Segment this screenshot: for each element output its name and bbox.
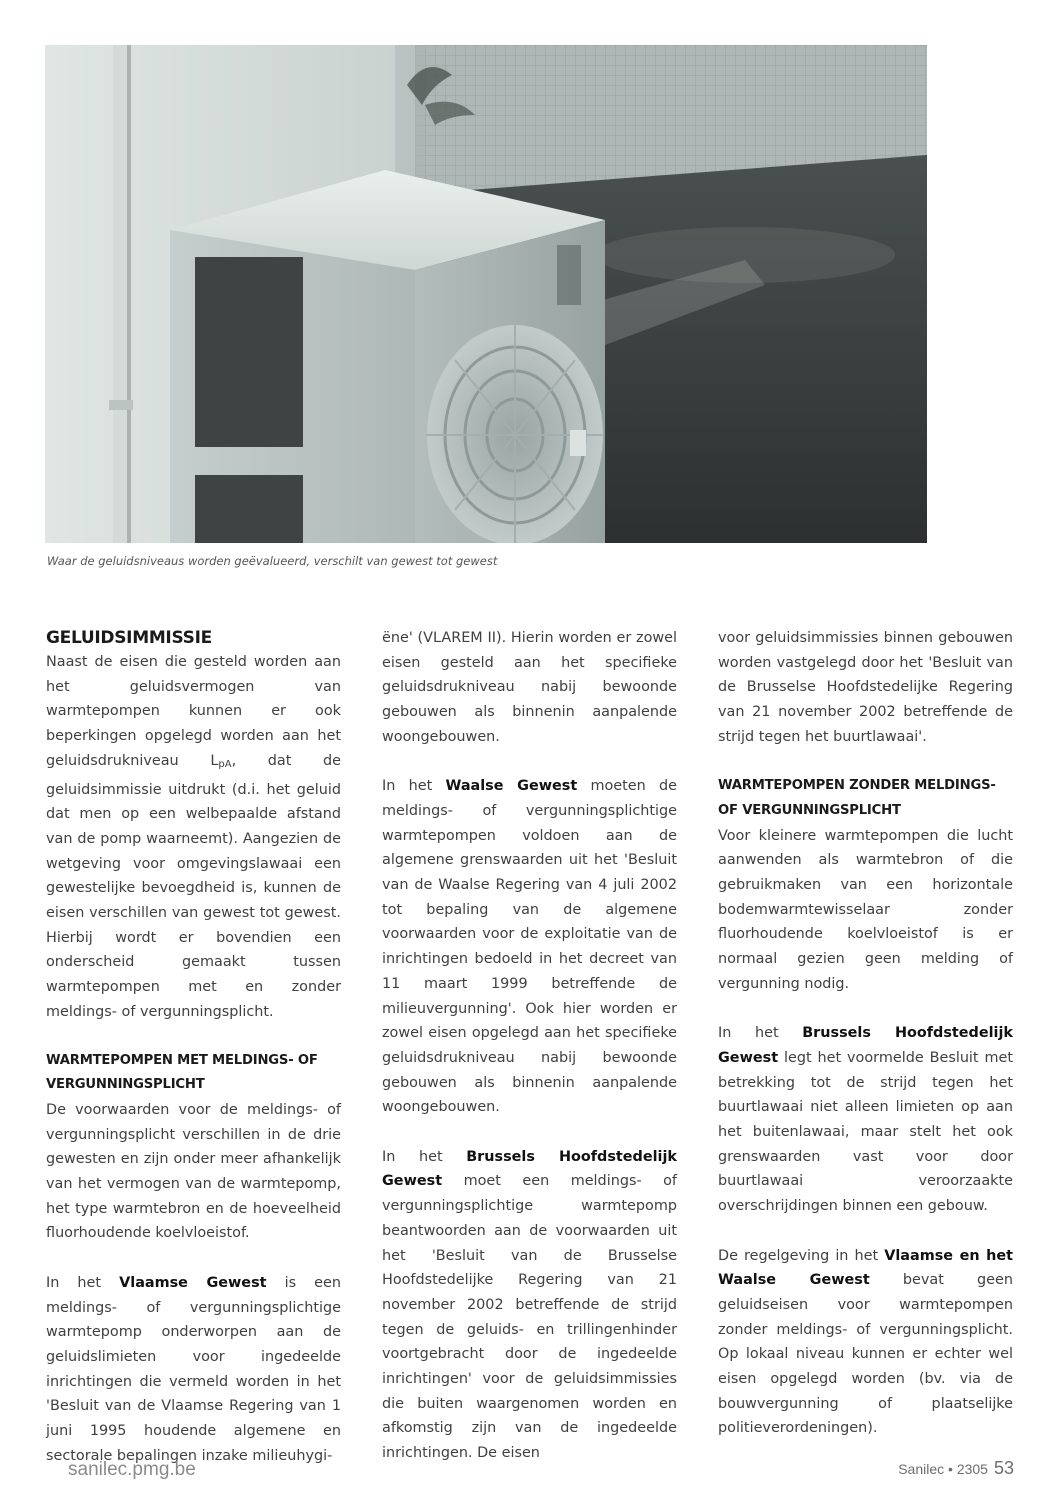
paragraph <box>46 1271 341 1469</box>
symbol-subscript: pA <box>218 758 232 770</box>
paragraph-text: legt het voormelde Besluit met betrekking tot de strijd tegen het buurtlawaai niet alleen limieten op aan het buitenlawaai, maar stelt het ook grenswaarden vast voor door buurtlawaai veroorzaakte overschrijdingen binnen een gebouw. <box>718 1049 1013 1215</box>
photo-caption: Waar de geluidsniveaus worden geëvalueerd, verschilt van gewest tot gewest <box>47 554 498 568</box>
region-emphasis: Vlaamse Gewest <box>119 1274 267 1291</box>
page-footer <box>898 1458 1014 1479</box>
region-emphasis: Brussels Hoofdstedelijk Gewest <box>382 1148 677 1190</box>
outdoor-unit-illustration <box>45 45 927 543</box>
paragraph: ëne' (VLAREM II). Hierin worden er zowel eisen gesteld aan het specifieke geluidsdrukniveau nabij bewoonde gebouwen als binnenin aanpalende woongebouwen. <box>382 630 677 745</box>
paragraph: Voor kleinere warmtepompen die lucht aanwenden als warmtebron of die gebruikmaken van een horizontale bodemwarmtewisselaar zonder fluorhoudende koelvloeistof is er normaal gezien geen melding of vergunning nodig. <box>718 827 1013 992</box>
website-link[interactable]: sanilec.pmg.be <box>68 1459 196 1480</box>
paragraph: voor geluidsimmissies binnen gebouwen worden vastgelegd door het 'Besluit van de Brusselse Hoofdstedelijke Regering van 21 november 2002 betreffende de strijd tegen het buurtlawaai'. <box>718 630 1013 745</box>
paragraph <box>718 1021 1013 1219</box>
symbol-l: L <box>210 752 219 769</box>
heat-pump-photo <box>45 45 927 543</box>
page-number: 53 <box>993 1458 1014 1478</box>
paragraph-text: In het <box>718 1025 803 1042</box>
paragraph <box>382 774 677 1120</box>
paragraph-text: bevat geen geluidseisen voor warmtepompen zonder meldings- of vergunningsplicht. Op lokaal niveau kunnen er echter wel eisen opgelegd worden (bv. via de bouwvergunning of plaatselijke politieverordeningen). <box>718 1272 1014 1437</box>
paragraph-text: , dat de geluidsimmissie uitdrukt (d.i. het geluid dat men op een welbepaalde afstand van de pomp waarneemt). Aangezien de wetgeving voor omgevingslawaai een gewestelijke bevoegdheid is, kunnen de eisen verschillen van gewest tot gewest. Hierbij wordt er bovendien een onderscheid gemaakt tussen warmtepompen met en zonder meldings- of vergunningsplicht. <box>46 752 342 1020</box>
paragraph <box>718 1244 1013 1442</box>
region-emphasis: Waalse Gewest <box>445 778 578 795</box>
column-1 <box>46 626 341 1468</box>
paragraph-text: Naast de eisen die gesteld worden aan het geluidsvermogen van warmtepompen kunnen er ook beperkingen opgelegd worden aan het geluidsdrukniveau <box>46 654 341 769</box>
paragraph-text: In het <box>382 1148 467 1165</box>
section-heading: GELUIDSIMMISSIE <box>46 628 212 648</box>
column-2 <box>382 626 677 1466</box>
region-emphasis: Vlaamse en het Waalse Gewest <box>718 1247 1013 1289</box>
column-3 <box>718 626 1013 1441</box>
subheading: WARMTEPOMPEN ZONDER MELDINGS- OF VERGUNNINGSPLICHT <box>718 778 996 818</box>
magazine-issue: Sanilec • 2305 <box>898 1461 988 1477</box>
paragraph <box>46 650 341 1025</box>
paragraph-text: In het <box>382 778 446 795</box>
region-emphasis: Brussels Hoofdstedelijk Gewest <box>718 1025 1013 1066</box>
paragraph-text: is een meldings- of vergunningsplichtige warmtepomp onderworpen aan de geluidslimieten voor ingedeelde inrichtingen die vermeld worden in het 'Besluit van de Vlaamse Regering van 1 juni 1995 houdende algemene en sectorale bepalingen inzake milieuhygi- <box>46 1274 341 1464</box>
paragraph <box>382 1145 677 1466</box>
paragraph-text: De regelgeving in het <box>718 1247 885 1264</box>
paragraph: De voorwaarden voor de meldings- of vergunningsplicht verschillen in de drie gewesten en zijn onder meer afhankelijk van het vermogen van de warmtepomp, het type warmtebron en de hoeveelheid fluorhoudende koelvloeistof. <box>46 1101 341 1242</box>
paragraph-text: moet een meldings- of vergunningsplichtige warmtepomp beantwoorden aan de voorwaarden uit het 'Besluit van de Brusselse Hoofdstedelijke Regering van 21 november 2002 betreffende de strijd tegen de geluids- en trillingenhinder voortgebracht door de ingedeelde inrichtingen' voor de geluidsimmissies die buiten waargenomen worden en afkomstig zijn van de ingedeelde inrichtingen. De eisen <box>382 1173 677 1462</box>
paragraph-text: In het <box>46 1274 120 1291</box>
subheading: WARMTEPOMPEN MET MELDINGS- OF VERGUNNINGSPLICHT <box>46 1052 318 1093</box>
paragraph-text: moeten de meldings- of vergunningsplichtige warmtepompen voldoen aan de algemene grenswaarden uit het 'Besluit van de Waalse Regering van 4 juli 2002 tot bepaling van de algemene voorwaarden voor de exploitatie van de inrichtingen bedoeld in het decreet van 11 maart 1999 betreffende de milieuvergunning'. Ook hier worden er zowel eisen opgelegd aan het specifieke geluidsdrukniveau nabij bewoonde gebouwen als binnenin aanpalende woongebouwen. <box>382 778 677 1116</box>
